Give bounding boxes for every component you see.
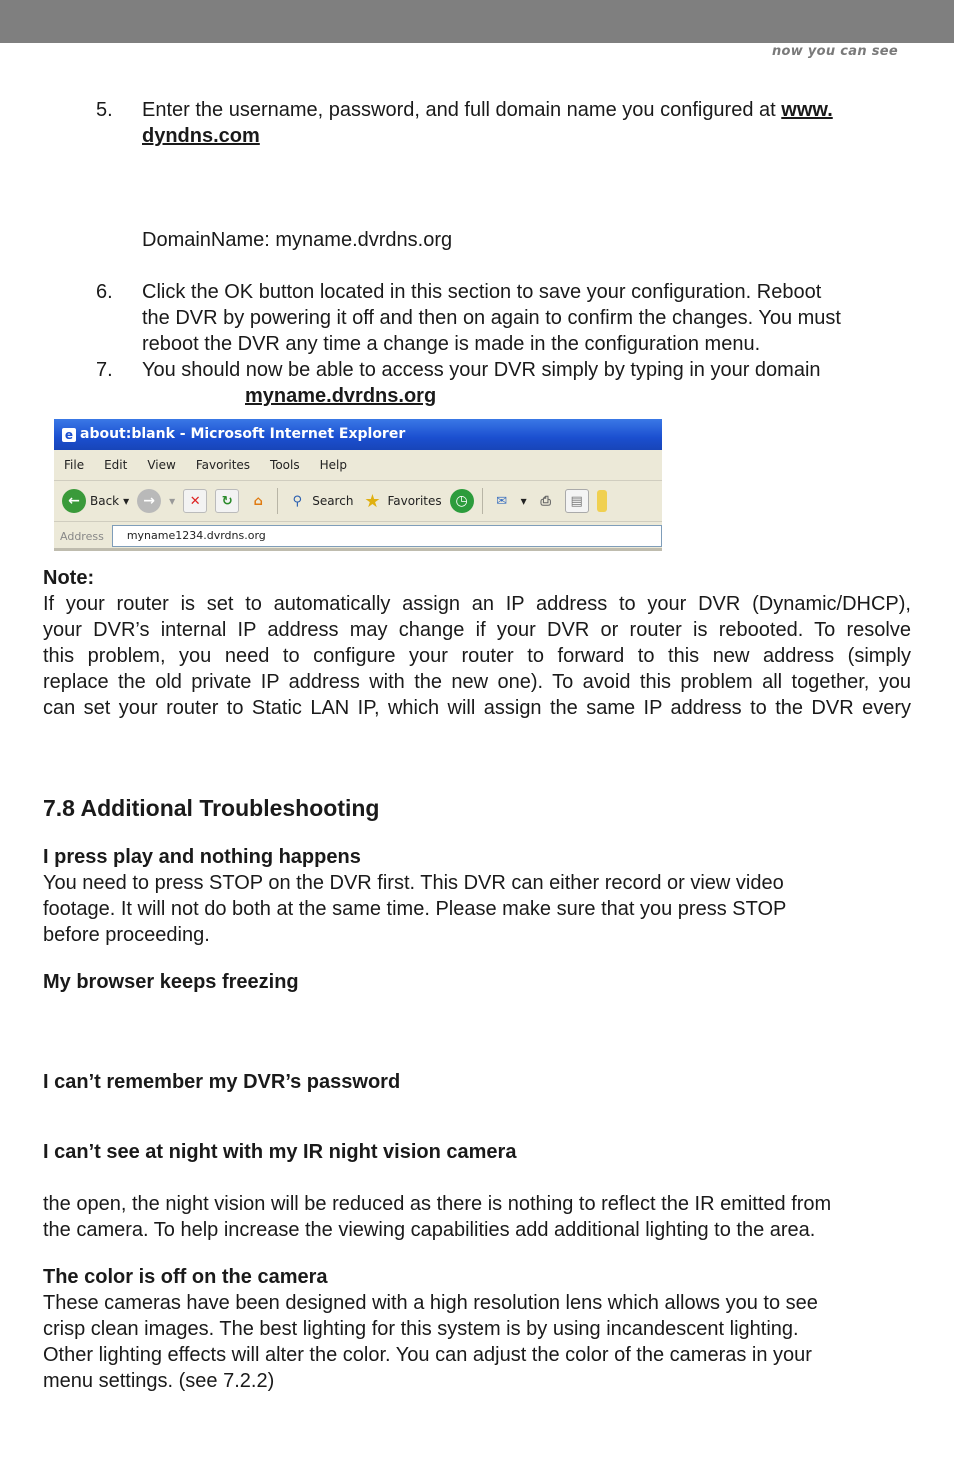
note-line: this problem, you need to configure your router to forward to this new address (simply — [43, 645, 911, 667]
back-label: Back — [90, 494, 120, 508]
edit-icon[interactable]: ▤ — [565, 489, 589, 513]
star-icon: ★ — [364, 490, 381, 512]
browser-title: about:blank - Microsoft Internet Explorer — [80, 426, 406, 442]
back-button[interactable] — [62, 489, 129, 513]
play-answer-line: footage. It will not do both at the same time. Please make sure that you press STOP — [43, 898, 787, 920]
color-answer-line: menu settings. (see 7.2.2) — [43, 1370, 275, 1392]
toolbar-divider — [482, 488, 483, 514]
chevron-down-icon: ▾ — [520, 494, 527, 508]
search-button[interactable] — [286, 490, 353, 512]
section-heading: 7.8 Additional Troubleshooting — [43, 795, 380, 821]
favorites-button[interactable] — [361, 490, 441, 512]
menu-file[interactable]: File — [64, 458, 85, 472]
menu-view[interactable]: View — [147, 458, 176, 472]
back-arrow-icon: ← — [62, 489, 86, 513]
stop-icon[interactable]: ✕ — [183, 489, 207, 513]
domain-name-example: DomainName: myname.dvrdns.org — [142, 229, 453, 251]
menu-tools[interactable]: Tools — [270, 458, 300, 472]
menu-edit[interactable]: Edit — [104, 458, 128, 472]
address-bar — [54, 522, 662, 550]
color-question: The color is off on the camera — [43, 1266, 328, 1288]
mail-icon[interactable]: ✉ — [496, 493, 508, 509]
note-line: replace the old private IP address with the new one). To avoid this problem all together, you — [43, 671, 911, 693]
color-answer-line: Other lighting effects will alter the color. You can adjust the color of the cameras in your — [43, 1344, 812, 1366]
play-question: I press play and nothing happens — [43, 846, 361, 868]
search-label: Search — [312, 494, 354, 508]
night-vision-answer-line: the camera. To help increase the viewing capabilities add additional lighting to the area. — [43, 1219, 816, 1241]
menu-favorites[interactable]: Favorites — [195, 458, 251, 472]
night-vision-question: I can’t see at night with my IR night vision camera — [43, 1141, 517, 1163]
forward-arrow-icon[interactable]: → — [137, 489, 161, 513]
step-5-text — [142, 97, 833, 123]
toolbar-divider — [277, 488, 278, 514]
menu-help[interactable]: Help — [319, 458, 347, 472]
dyndns-link-part1[interactable]: www. — [781, 99, 833, 121]
note-line: your DVR’s internal IP address may change if your DVR or router is rebooted. To resolve — [43, 619, 911, 641]
refresh-icon[interactable]: ↻ — [215, 489, 239, 513]
play-answer-line: before proceeding. — [43, 924, 210, 946]
step-5-number: 5. — [96, 99, 113, 121]
browser-toolbar — [54, 481, 662, 522]
note-line: If your router is set to automatically assign an IP address to your DVR (Dynamic/DHCP), — [43, 593, 911, 615]
note-heading: Note: — [43, 567, 95, 589]
step-6-line: the DVR by powering it off and then on again to confirm the changes. You must — [142, 307, 841, 329]
ie-logo-icon: e — [62, 428, 76, 442]
browser-menu-bar — [54, 450, 662, 481]
chevron-down-icon: ▾ — [123, 494, 130, 508]
address-input[interactable]: myname1234.dvrdns.org — [112, 525, 662, 547]
color-answer-line: crisp clean images. The best lighting for this system is by using incandescent lighting. — [43, 1318, 799, 1340]
history-icon[interactable]: ◷ — [450, 489, 474, 513]
note-paragraph — [43, 591, 911, 721]
color-answer-line: These cameras have been designed with a high resolution lens which allows you to see — [43, 1292, 818, 1314]
browser-freezing-question: My browser keeps freezing — [43, 971, 299, 993]
step-5-line1: Enter the username, password, and full domain name you configured at — [142, 99, 782, 121]
night-vision-answer-line: the open, the night vision will be reduced as there is nothing to reflect the IR emitted from — [43, 1193, 832, 1215]
play-answer-line: You need to press STOP on the DVR first. This DVR can either record or view video — [43, 872, 784, 894]
step-7-line: You should now be able to access your DVR simply by typing in your domain — [142, 359, 821, 381]
note-line: can set your router to Static LAN IP, which will assign the same IP address to the DVR every — [43, 697, 911, 719]
print-icon[interactable]: ⎙ — [540, 493, 551, 509]
browser-screenshot — [54, 419, 662, 551]
step-6-line: reboot the DVR any time a change is made in the configuration menu. — [142, 333, 761, 355]
search-icon: ⚲ — [292, 493, 302, 509]
browser-title-bar — [54, 419, 662, 450]
password-question: I can’t remember my DVR’s password — [43, 1071, 401, 1093]
home-icon[interactable]: ⌂ — [253, 493, 263, 509]
header-bar — [0, 0, 954, 43]
chevron-down-icon: ▾ — [169, 494, 176, 508]
brand-tagline: now you can see — [771, 44, 898, 59]
step-6-line: Click the OK button located in this section to save your configuration. Reboot — [142, 281, 822, 303]
folder-icon[interactable] — [597, 490, 607, 512]
step-7-number: 7. — [96, 359, 113, 381]
dyndns-link-part2[interactable]: dyndns.com — [142, 125, 260, 147]
favorites-label: Favorites — [387, 494, 442, 508]
address-label: Address — [60, 529, 104, 543]
step-6-number: 6. — [96, 281, 113, 303]
domain-link[interactable]: myname.dvrdns.org — [245, 385, 437, 407]
